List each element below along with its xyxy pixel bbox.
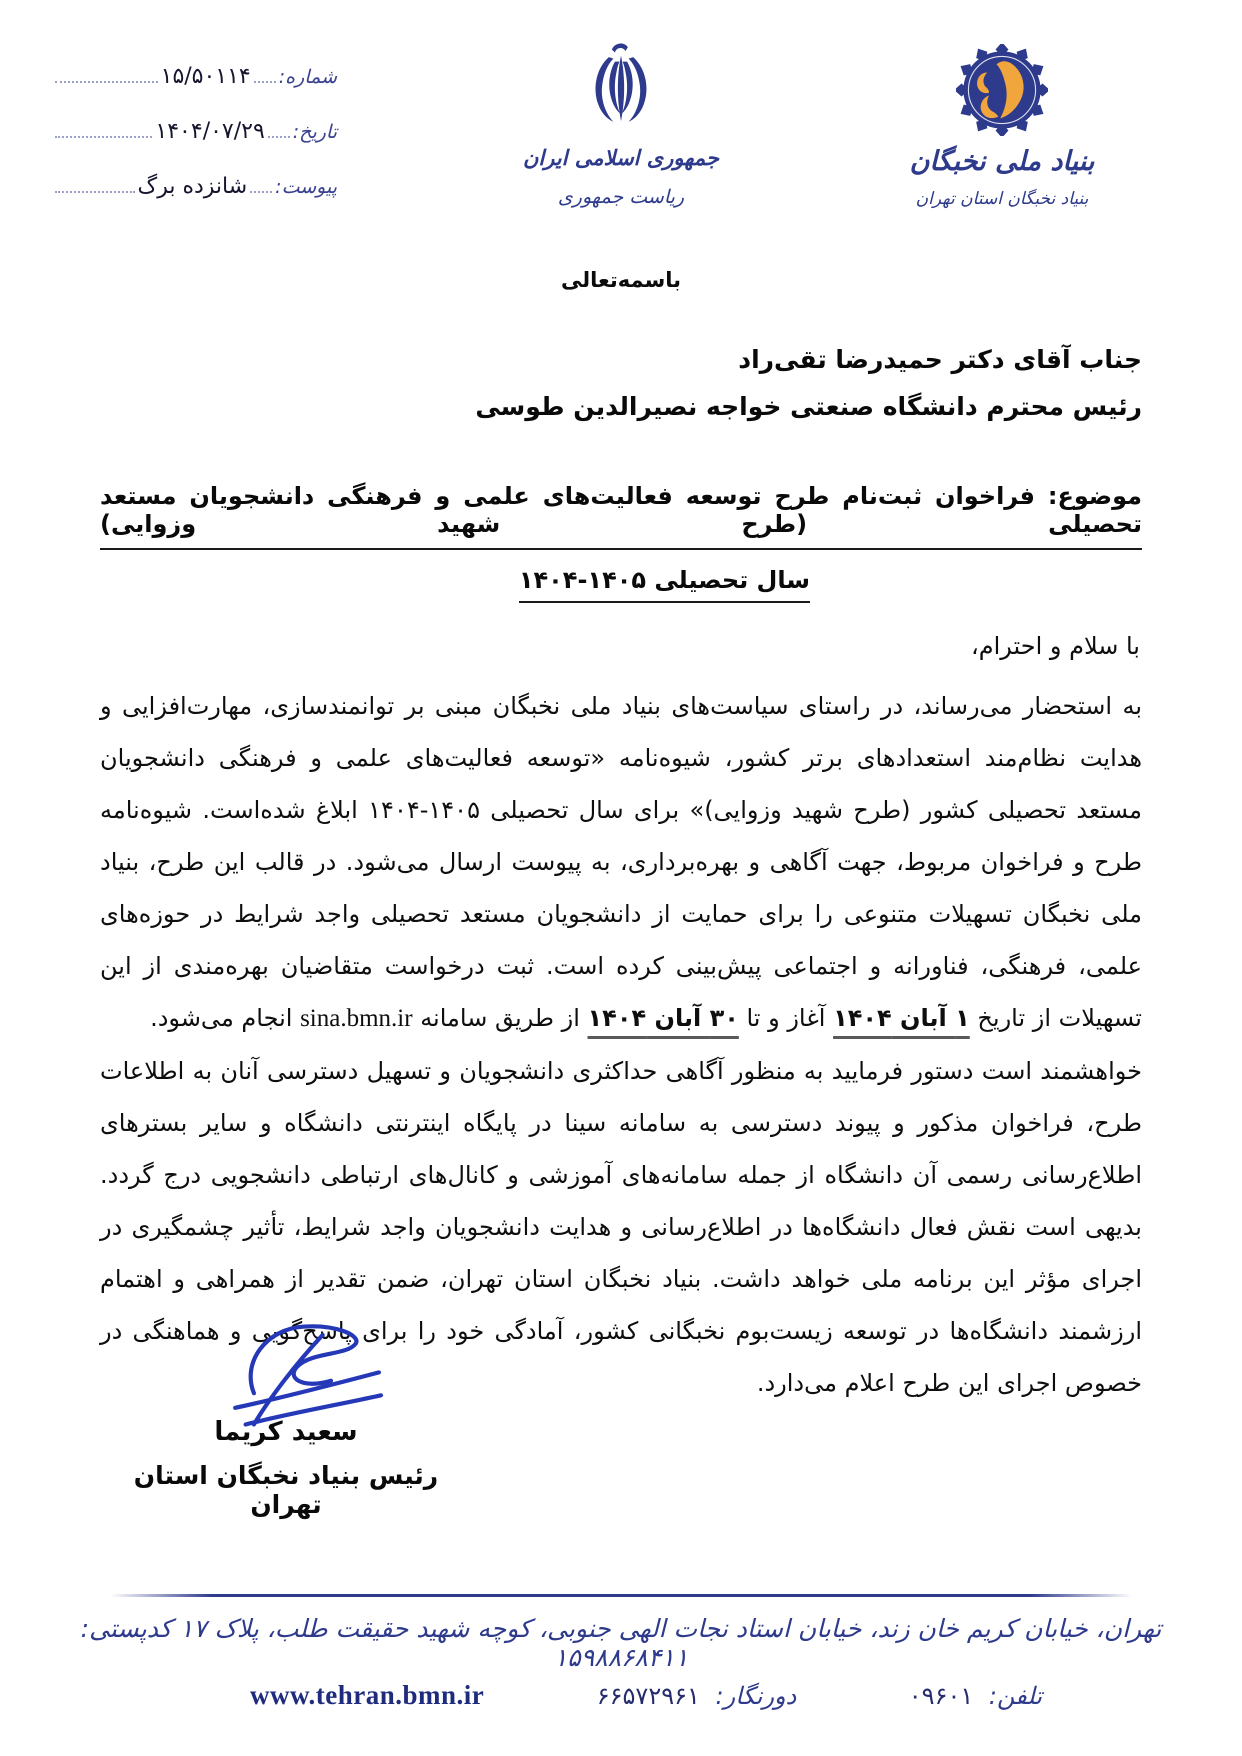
recipient-block [100, 336, 1142, 430]
letter-body [100, 680, 1142, 1409]
footer-divider [110, 1594, 1132, 1597]
subject-block [100, 482, 1142, 603]
foundation-branch: بنیاد نخبگان استان تهران [915, 189, 1089, 209]
center-letterhead [441, 40, 801, 208]
meta-date-row [52, 119, 337, 144]
fax-label: دورنگار: [715, 1681, 797, 1710]
dotted-leader [250, 176, 272, 193]
meta-attachment-row [52, 174, 337, 199]
end-date: ۳۰ آبان ۱۴۰۴ [587, 1004, 739, 1032]
dotted-leader [268, 121, 290, 138]
subject-line2: سال تحصیلی ۱۴۰۵-۱۴۰۴ [519, 566, 810, 603]
iran-emblem-icon [583, 117, 659, 136]
foundation-name: بنیاد ملی نخبگان [909, 146, 1095, 177]
date-value: ۱۴۰۴/۰۷/۲۹ [155, 119, 265, 144]
fax-item [597, 1682, 797, 1710]
dotted-leader [55, 66, 158, 83]
signer-name: سعید کریما [214, 1417, 358, 1447]
dotted-leader [254, 66, 276, 83]
attachment-label: پیوست: [275, 176, 337, 198]
signer-title: رئیس بنیاد نخبگان استان تهران [133, 1461, 439, 1519]
paragraph-2: خواهشمند است دستور فرمایید به منظور آگاهی حداکثری دانشجویان و تسهیل دسترسی آنان به اطلاعات طرح، فراخوان مذکور و پیوند دسترسی به سامانه سینا در پایگاه اینترنتی دانشگاه و سایر بسترهای اطلاع‌رسانی رسمی آن دانشگاه از جمله سامانه‌های آموزشی و کانال‌های ارتباطی دانشجویی درج گردد. بدیهی است نقش فعال دانشگاه‌ها در اطلاع‌رسانی و هدایت دانشجویان واجد شرایط، تأثیر چشمگیری در اجرای مؤثر این برنامه ملی خواهد داشت. بنیاد نخبگان استان تهران، ضمن تقدیر از همراهی و اهتمام ارزشمند دانشگاه‌ها در توسعه زیست‌بوم نخبگانی کشور، آمادگی خود را برای پاسخ‌گویی و هماهنگی در خصوص اجرای این طرح اعلام می‌دارد. [100, 1057, 1142, 1397]
salutation: با سلام و احترام، [970, 632, 1140, 660]
number-label: شماره: [278, 66, 337, 88]
phone-item [909, 1682, 1042, 1710]
signature-block [116, 1312, 456, 1519]
footer-contacts [250, 1680, 1042, 1711]
elites-foundation-seal-icon [956, 121, 1048, 140]
subject-line2-wrap [100, 566, 1142, 603]
foundation-letterhead [862, 44, 1142, 209]
sina-portal-url: sina.bmn.ir [300, 1005, 413, 1032]
start-date: ۱ آبان ۱۴۰۴ [833, 1004, 970, 1032]
dotted-leader [55, 176, 135, 193]
phone-value: ۰۹۶۰۱ [908, 1681, 974, 1710]
phone-label: تلفن: [988, 1681, 1042, 1710]
body-text-run: از طریق سامانه [412, 1004, 588, 1032]
subject-line1: موضوع: فراخوان ثبت‌نام طرح توسعه فعالیت‌های علمی و فرهنگی دانشجویان مستعد تحصیلی (طرح شهید وزوایی) [100, 482, 1142, 550]
footer-address: تهران، خیابان کریم خان زند، خیابان استاد نجات الهی جنوبی، کوچه شهید حقیقت طلب، پلاک ۱۷ کدپستی: ۱۵۹۸۸۶۸۴۱۱ [80, 1614, 1162, 1672]
republic-title: جمهوری اسلامی ایران [522, 146, 720, 170]
meta-number-row [52, 64, 337, 89]
date-label: تاریخ: [292, 121, 337, 143]
website-url: www.tehran.bmn.ir [250, 1680, 485, 1710]
paragraph-1 [100, 680, 1142, 1045]
besmele-line: باسمه‌تعالی [561, 268, 681, 292]
recipient-name: جناب آقای دکتر حمیدرضا تقی‌راد [738, 345, 1142, 374]
body-text-run: انجام می‌شود. [150, 1004, 301, 1032]
number-value: ۱۵/۵۰۱۱۴ [160, 64, 251, 89]
recipient-title: رئیس محترم دانشگاه صنعتی خواجه نصیرالدین طوسی [475, 392, 1142, 421]
fax-value: ۶۶۵۷۲۹۶۱ [596, 1681, 700, 1710]
body-text-run: به استحضار می‌رساند، در راستای سیاست‌های بنیاد ملی نخبگان مبنی بر توانمندسازی، مهارت‌افزایی و هدایت نظام‌مند استعدادهای برتر کشور، شیوه‌نامه «توسعه فعالیت‌های علمی و فرهنگی دانشجویان مستعد تحصیلی کشور (طرح شهید وزوایی)» برای سال تحصیلی ۱۴۰۵-۱۴۰۴ ابلاغ شده‌است. شیوه‌نامه طرح و فراخوان مربوط، جهت آگاهی و بهره‌برداری، به پیوست ارسال می‌شود. در قالب این طرح، بنیاد ملی نخبگان تسهیلات متنوعی را برای حمایت از دانشجویان مستعد تحصیلی واجد شرایط در حوزه‌های علمی، فرهنگی، فناورانه و اجتماعی پیش‌بینی کرده است. ثبت درخواست متقاضیان بهره‌مندی از این تسهیلات از تاریخ [100, 692, 1143, 1032]
dotted-leader [55, 121, 152, 138]
letter-meta [52, 64, 337, 229]
presidency-title: ریاست جمهوری [557, 186, 685, 208]
attachment-value: شانزده برگ [137, 174, 248, 199]
body-text-run: آغاز و تا [738, 1004, 834, 1032]
